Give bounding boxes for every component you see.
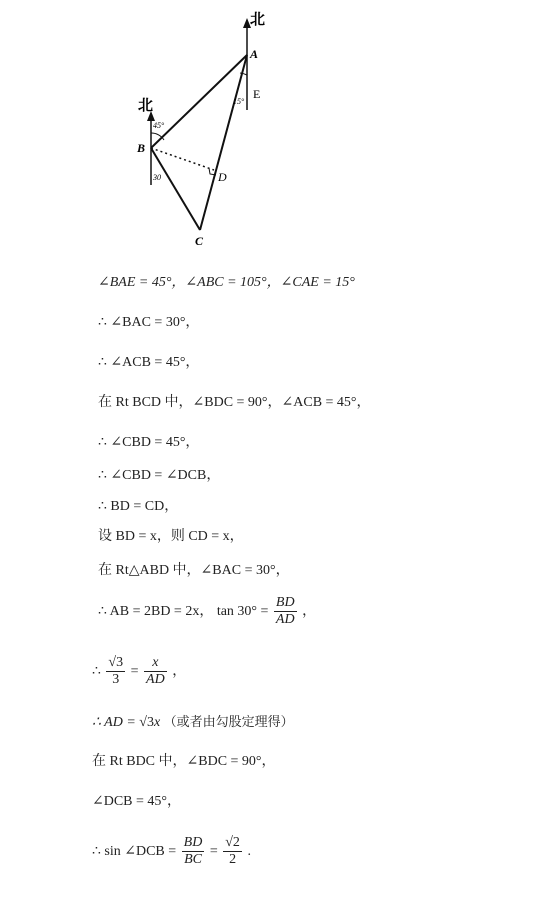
- label-c: C: [195, 234, 204, 248]
- label-b: B: [137, 141, 146, 155]
- geometry-figure: [120, 0, 300, 255]
- equals-sign: =: [130, 664, 139, 679]
- label-15: 15°: [233, 97, 245, 106]
- fraction-numerator: BD: [275, 595, 295, 611]
- label-d: D: [218, 170, 227, 184]
- segment-bd: [151, 148, 214, 170]
- fraction-denominator: BC: [184, 852, 202, 868]
- line-3: [98, 353, 539, 373]
- text-line-3: ∴ ∠ACB = 45°，: [98, 355, 200, 370]
- text-line-6: ∴ ∠CBD = ∠DCB，: [98, 468, 221, 483]
- equals-sign: =: [209, 844, 218, 859]
- fraction-bd-ad: [274, 595, 297, 628]
- fraction-bd-bc: [182, 835, 205, 868]
- text-line-9: 在 Rt△ABD 中，∠BAC = 30°，: [98, 563, 290, 578]
- fraction-denominator: 3: [112, 672, 120, 688]
- line-12: [92, 712, 539, 733]
- text-line-4: 在 Rt BCD 中，∠BDC = 90°，∠ACB = 45°，: [98, 395, 371, 410]
- fraction-numerator: x: [144, 655, 167, 672]
- label-north-left: 北: [138, 96, 154, 114]
- text-line-12-note: （或者由勾股定理得）: [163, 714, 294, 729]
- line-11: [92, 652, 539, 692]
- text-line-11-tail: ，: [172, 664, 187, 679]
- text-line-1: ∠BAE = 45°，∠ABC = 105°，∠CAE = 15°: [98, 275, 355, 290]
- text-line-12-left: ∴ AD =: [92, 715, 136, 730]
- text-line-2: ∴ ∠BAC = 30°，: [98, 315, 200, 330]
- label-30: 30: [153, 173, 161, 182]
- line-1: [98, 273, 539, 293]
- text-line-15-tail: .: [247, 844, 251, 859]
- side-bc: [151, 148, 200, 230]
- line-6: [98, 466, 539, 486]
- line-7: [98, 497, 539, 517]
- label-a: A: [250, 47, 259, 61]
- text-line-15-left: ∴ sin ∠DCB =: [92, 844, 177, 859]
- text-line-10-tail: ，: [302, 604, 317, 619]
- line-14: [92, 792, 539, 812]
- text-line-5: ∴ ∠CBD = 45°，: [98, 435, 200, 450]
- label-e: E: [253, 87, 261, 101]
- label-north-top: 北: [250, 10, 266, 28]
- side-ac: [200, 55, 247, 230]
- fraction-numerator: √2: [225, 835, 240, 851]
- line-9: [98, 561, 539, 581]
- text-line-13: 在 Rt BDC 中，∠BDC = 90°，: [92, 754, 276, 769]
- fraction-denominator: AD: [275, 612, 295, 628]
- text-line-10-left: ∴ AB = 2BD = 2x， tan 30° =: [98, 604, 269, 619]
- text-line-7: ∴ BD = CD，: [98, 499, 179, 514]
- line-2: [98, 313, 539, 333]
- line-5: [98, 433, 539, 453]
- line-13: [92, 752, 539, 772]
- fraction-sqrt3-3: [106, 655, 125, 688]
- fraction-x-ad: [144, 655, 167, 688]
- sqrt-3: √3: [139, 715, 154, 730]
- line-10: [98, 594, 539, 630]
- fraction-numerator: BD: [183, 835, 203, 851]
- text-line-14: ∠DCB = 45°，: [92, 794, 182, 809]
- fraction-denominator: AD: [146, 672, 165, 688]
- text-line-8: 设 BD = x，则 CD = x，: [98, 529, 244, 544]
- variable-x: x: [153, 715, 161, 730]
- text-line-11-prefix: ∴: [92, 664, 101, 679]
- fraction-numerator: √3: [108, 655, 124, 671]
- fraction-sqrt2-2: [223, 835, 242, 868]
- line-8: [98, 527, 539, 547]
- fraction-denominator: 2: [229, 852, 237, 868]
- line-15: [92, 832, 539, 872]
- label-45: 45°: [153, 121, 165, 130]
- line-4: [98, 393, 539, 413]
